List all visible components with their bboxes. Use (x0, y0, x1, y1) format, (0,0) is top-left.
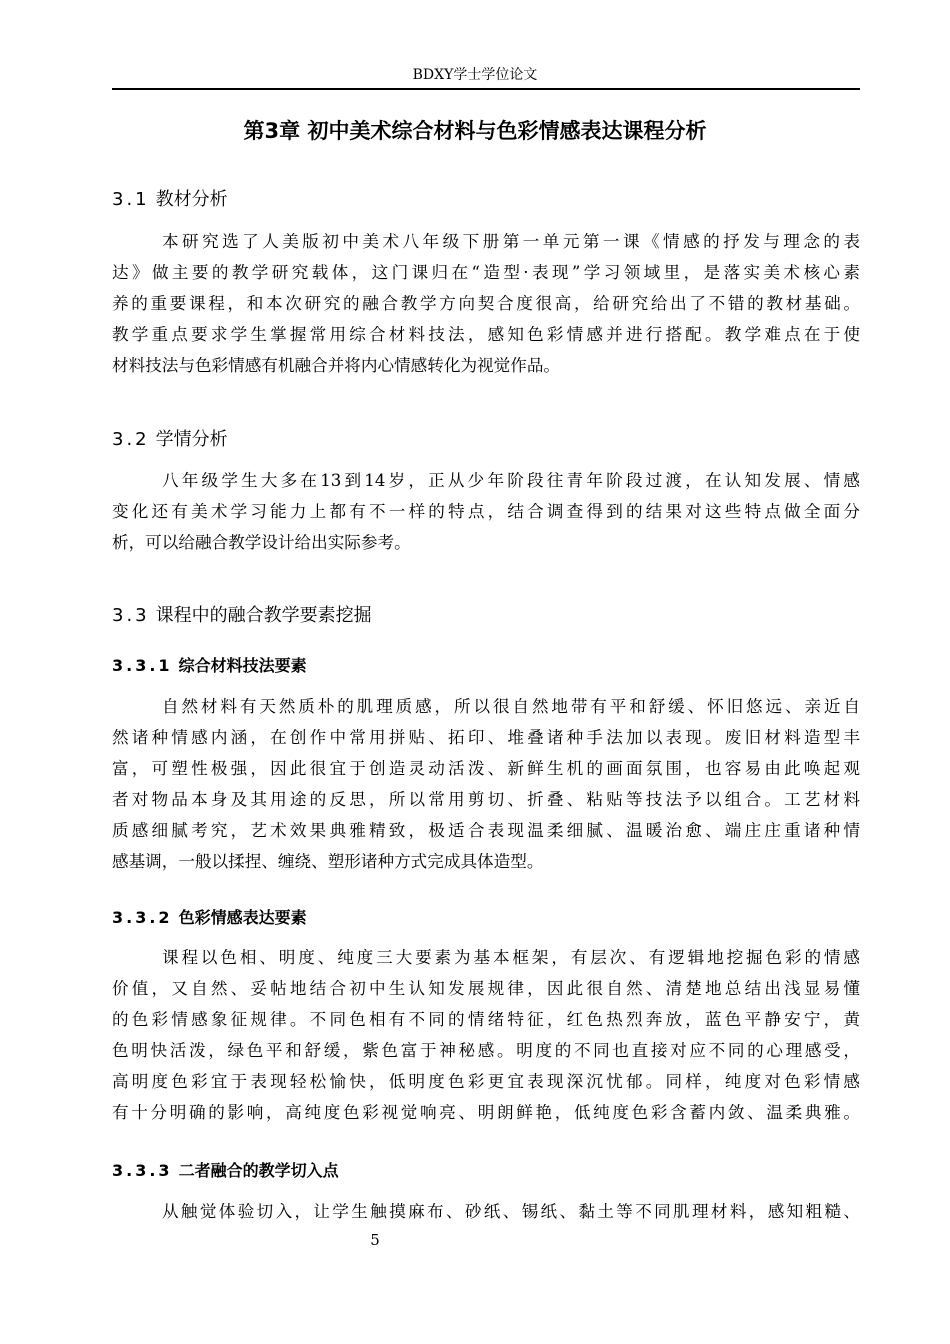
page-number: 5 (370, 1231, 380, 1249)
text-line: 自然材料有天然质朴的肌理质感，所以很自然地带有平和舒缓、怀旧悠远、亲近自 (162, 697, 860, 716)
section-number: 3.2 (112, 429, 150, 450)
subsection-heading-3-3-2 (112, 907, 307, 929)
text-line: 课程以色相、明度、纯度三大要素为基本框架，有层次、有逻辑地挖掘色彩的情感 (162, 948, 860, 967)
subsection-title: 综合材料技法要素 (178, 656, 307, 675)
section-number: 3.1 (112, 189, 150, 210)
subsection-number: 3.3.3 (112, 1161, 173, 1180)
text-line: 教学重点要求学生掌握常用综合材料技法，感知色彩情感并进行搭配。教学难点在于使 (112, 325, 860, 344)
section-number: 3.3 (112, 605, 150, 626)
text-line: 富，可塑性极强，因此很宜于创造灵动活泼、新鲜生机的画面氛围，也容易由此唤起观 (112, 759, 860, 778)
text-line: 质感细腻考究，艺术效果典雅精致，极适合表现温柔细腻、温暖治愈、端庄庄重诸种情 (112, 821, 860, 840)
paragraph-3-2 (112, 465, 860, 558)
text-line: 者对物品本身及其用途的反思，所以常用剪切、折叠、粘贴等技法予以组合。工艺材料 (112, 790, 860, 809)
section-heading-3-3 (112, 604, 372, 628)
text-line: 析，可以给融合教学设计给出实际参考。 (112, 533, 411, 552)
text-line: 的色彩情感象征规律。不同色相有不同的情绪特征，红色热烈奔放，蓝色平静安宁，黄 (112, 1010, 860, 1029)
chapter-title: 第3章 初中美术综合材料与色彩情感表达课程分析 (243, 119, 707, 143)
section-heading-3-1 (112, 188, 228, 212)
paragraph-3-3-2 (112, 942, 860, 1128)
text-line: 感基调，一般以揉捏、缠绕、塑形诸种方式完成具体造型。 (112, 852, 544, 871)
text-line: 本研究选了人美版初中美术八年级下册第一单元第一课《情感的抒发与理念的表 (162, 232, 860, 251)
text-line: 价值，又自然、妥帖地结合初中生认知发展规律，因此很自然、清楚地总结出浅显易懂 (112, 979, 860, 998)
text-line: 然诸种情感内涵，在创作中常用拼贴、拓印、堆叠诸种手法加以表现。废旧材料造型丰 (112, 728, 860, 747)
paragraph-3-3-1 (112, 691, 860, 877)
text-line: 高明度色彩宜于表现轻松愉快，低明度色彩更宜表现深沉忧郁。同样，纯度对色彩情感 (112, 1072, 860, 1091)
subsection-heading-3-3-1 (112, 655, 307, 677)
paragraph-3-3-3 (112, 1196, 860, 1227)
subsection-title: 色彩情感表达要素 (178, 908, 307, 927)
section-heading-3-2 (112, 428, 228, 452)
text-line: 养的重要课程，和本次研究的融合教学方向契合度很高，给研究给出了不错的教材基础。 (112, 294, 860, 313)
subsection-number: 3.3.2 (112, 908, 173, 927)
running-header: BDXY学士学位论文 (412, 67, 538, 83)
text-line: 从触觉体验切入，让学生触摸麻布、砂纸、锡纸、黏土等不同肌理材料，感知粗糙、 (162, 1202, 860, 1221)
text-line: 八年级学生大多在13到14岁，正从少年阶段往青年阶段过渡，在认知发展、情感 (162, 471, 860, 490)
header-divider (112, 88, 860, 90)
section-title: 学情分析 (155, 429, 228, 450)
text-line: 色明快活泼，绿色平和舒缓，紫色富于神秘感。明度的不同也直接对应不同的心理感受， (112, 1041, 860, 1060)
text-line: 有十分明确的影响，高纯度色彩视觉响亮、明朗鲜艳，低纯度色彩含蓄内敛、温柔典雅。 (112, 1103, 860, 1122)
text-line: 变化还有美术学习能力上都有不一样的特点，结合调查得到的结果对这些特点做全面分 (112, 502, 860, 521)
subsection-title: 二者融合的教学切入点 (178, 1161, 339, 1180)
subsection-number: 3.3.1 (112, 656, 173, 675)
paragraph-3-1 (112, 226, 860, 381)
section-title: 教材分析 (155, 189, 228, 210)
subsection-heading-3-3-3 (112, 1160, 339, 1182)
section-title: 课程中的融合教学要素挖掘 (155, 605, 372, 626)
text-line: 达》做主要的教学研究载体，这门课归在“造型·表现”学习领域里，是落实美术核心素 (112, 263, 860, 282)
text-line: 材料技法与色彩情感有机融合并将内心情感转化为视觉作品。 (112, 356, 561, 375)
